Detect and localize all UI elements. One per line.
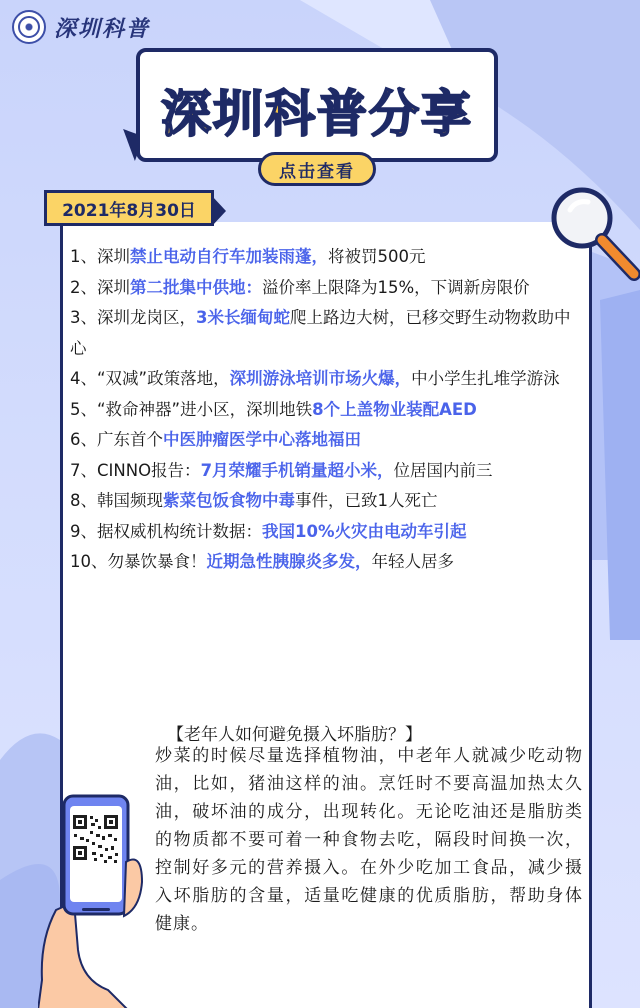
view-button[interactable]: 点击查看 bbox=[258, 152, 376, 186]
news-item: 10、勿暴饮暴食！近期急性胰腺炎多发，年轻人居多 bbox=[70, 552, 454, 571]
news-item: 8、韩国频现紫菜包饭食物中毒事件，已致1人死亡 bbox=[70, 491, 438, 510]
tip-body: 炒菜的时候尽量选择植物油，中老年人就减少吃动物油，比如，猪油这样的油。烹饪时不要高温加热太久油，破坏油的成分，出现转化。无论吃油还是脂肪类的物质都不要可着一种食物去吃，隔段时间换一次，控制好多元的营养摄入。在外少吃加工食品，减少摄入坏脂肪的含量，适量吃健康的优质脂肪，帮助身体健康。 bbox=[155, 746, 583, 934]
hand-icon bbox=[38, 902, 128, 1008]
news-item: 7、CINNO报告：7月荣耀手机销量超小米，位居国内前三 bbox=[70, 460, 493, 480]
news-list bbox=[70, 242, 580, 578]
news-item: 3、深圳龙岗区，3米长缅甸蛇爬上路边大树，已移交野生动物救助中心 bbox=[70, 308, 571, 358]
news-item: 2、深圳第二批集中供地：溢价率上限降为15%，下调新房限价 bbox=[70, 277, 530, 297]
news-highlight: 3米长缅甸蛇 bbox=[196, 308, 290, 327]
date-tab: 2021年8月30日 bbox=[44, 190, 214, 226]
news-item: 5、“救命神器”进小区，深圳地铁8个上盖物业装配AED bbox=[70, 399, 477, 419]
magnifier-icon bbox=[548, 184, 640, 288]
news-highlight: 8个上盖物业装配AED bbox=[312, 399, 477, 419]
brand-logo bbox=[12, 10, 150, 44]
news-highlight: 我国10%火灾由电动车引起 bbox=[262, 521, 467, 541]
news-highlight: 禁止电动自行车加装雨蓬， bbox=[130, 247, 328, 266]
news-item: 4、“双减”政策落地，深圳游泳培训市场火爆，中小学生扎堆学游泳 bbox=[70, 369, 560, 388]
news-highlight: 第二批集中供地： bbox=[130, 277, 262, 297]
logo-seal-icon bbox=[12, 10, 46, 44]
logo-text: 深圳科普 bbox=[54, 15, 151, 42]
tip-title: 【老年人如何避免摄入坏脂肪？】 bbox=[167, 725, 422, 745]
news-item: 6、广东首个中医肿瘤医学中心落地福田 bbox=[70, 430, 361, 449]
date-tab-arrow bbox=[212, 196, 226, 226]
phone-qr-illustration bbox=[38, 790, 148, 1008]
news-highlight: 紫菜包饭食物中毒 bbox=[163, 491, 295, 510]
news-highlight: 7月荣耀手机销量超小米， bbox=[200, 460, 394, 480]
title-bubble bbox=[136, 48, 498, 162]
phone-qr-icon[interactable] bbox=[38, 790, 148, 1008]
page-title: 深圳科普分享 bbox=[161, 85, 473, 143]
news-item: 9、据权威机构统计数据：我国10%火灾由电动车引起 bbox=[70, 521, 467, 541]
news-highlight: 中医肿瘤医学中心落地福田 bbox=[163, 430, 361, 449]
news-highlight: 近期急性胰腺炎多发， bbox=[206, 552, 372, 571]
news-highlight: 深圳游泳培训市场火爆， bbox=[229, 369, 412, 388]
news-item: 1、深圳禁止电动自行车加装雨蓬，将被罚500元 bbox=[70, 247, 426, 266]
